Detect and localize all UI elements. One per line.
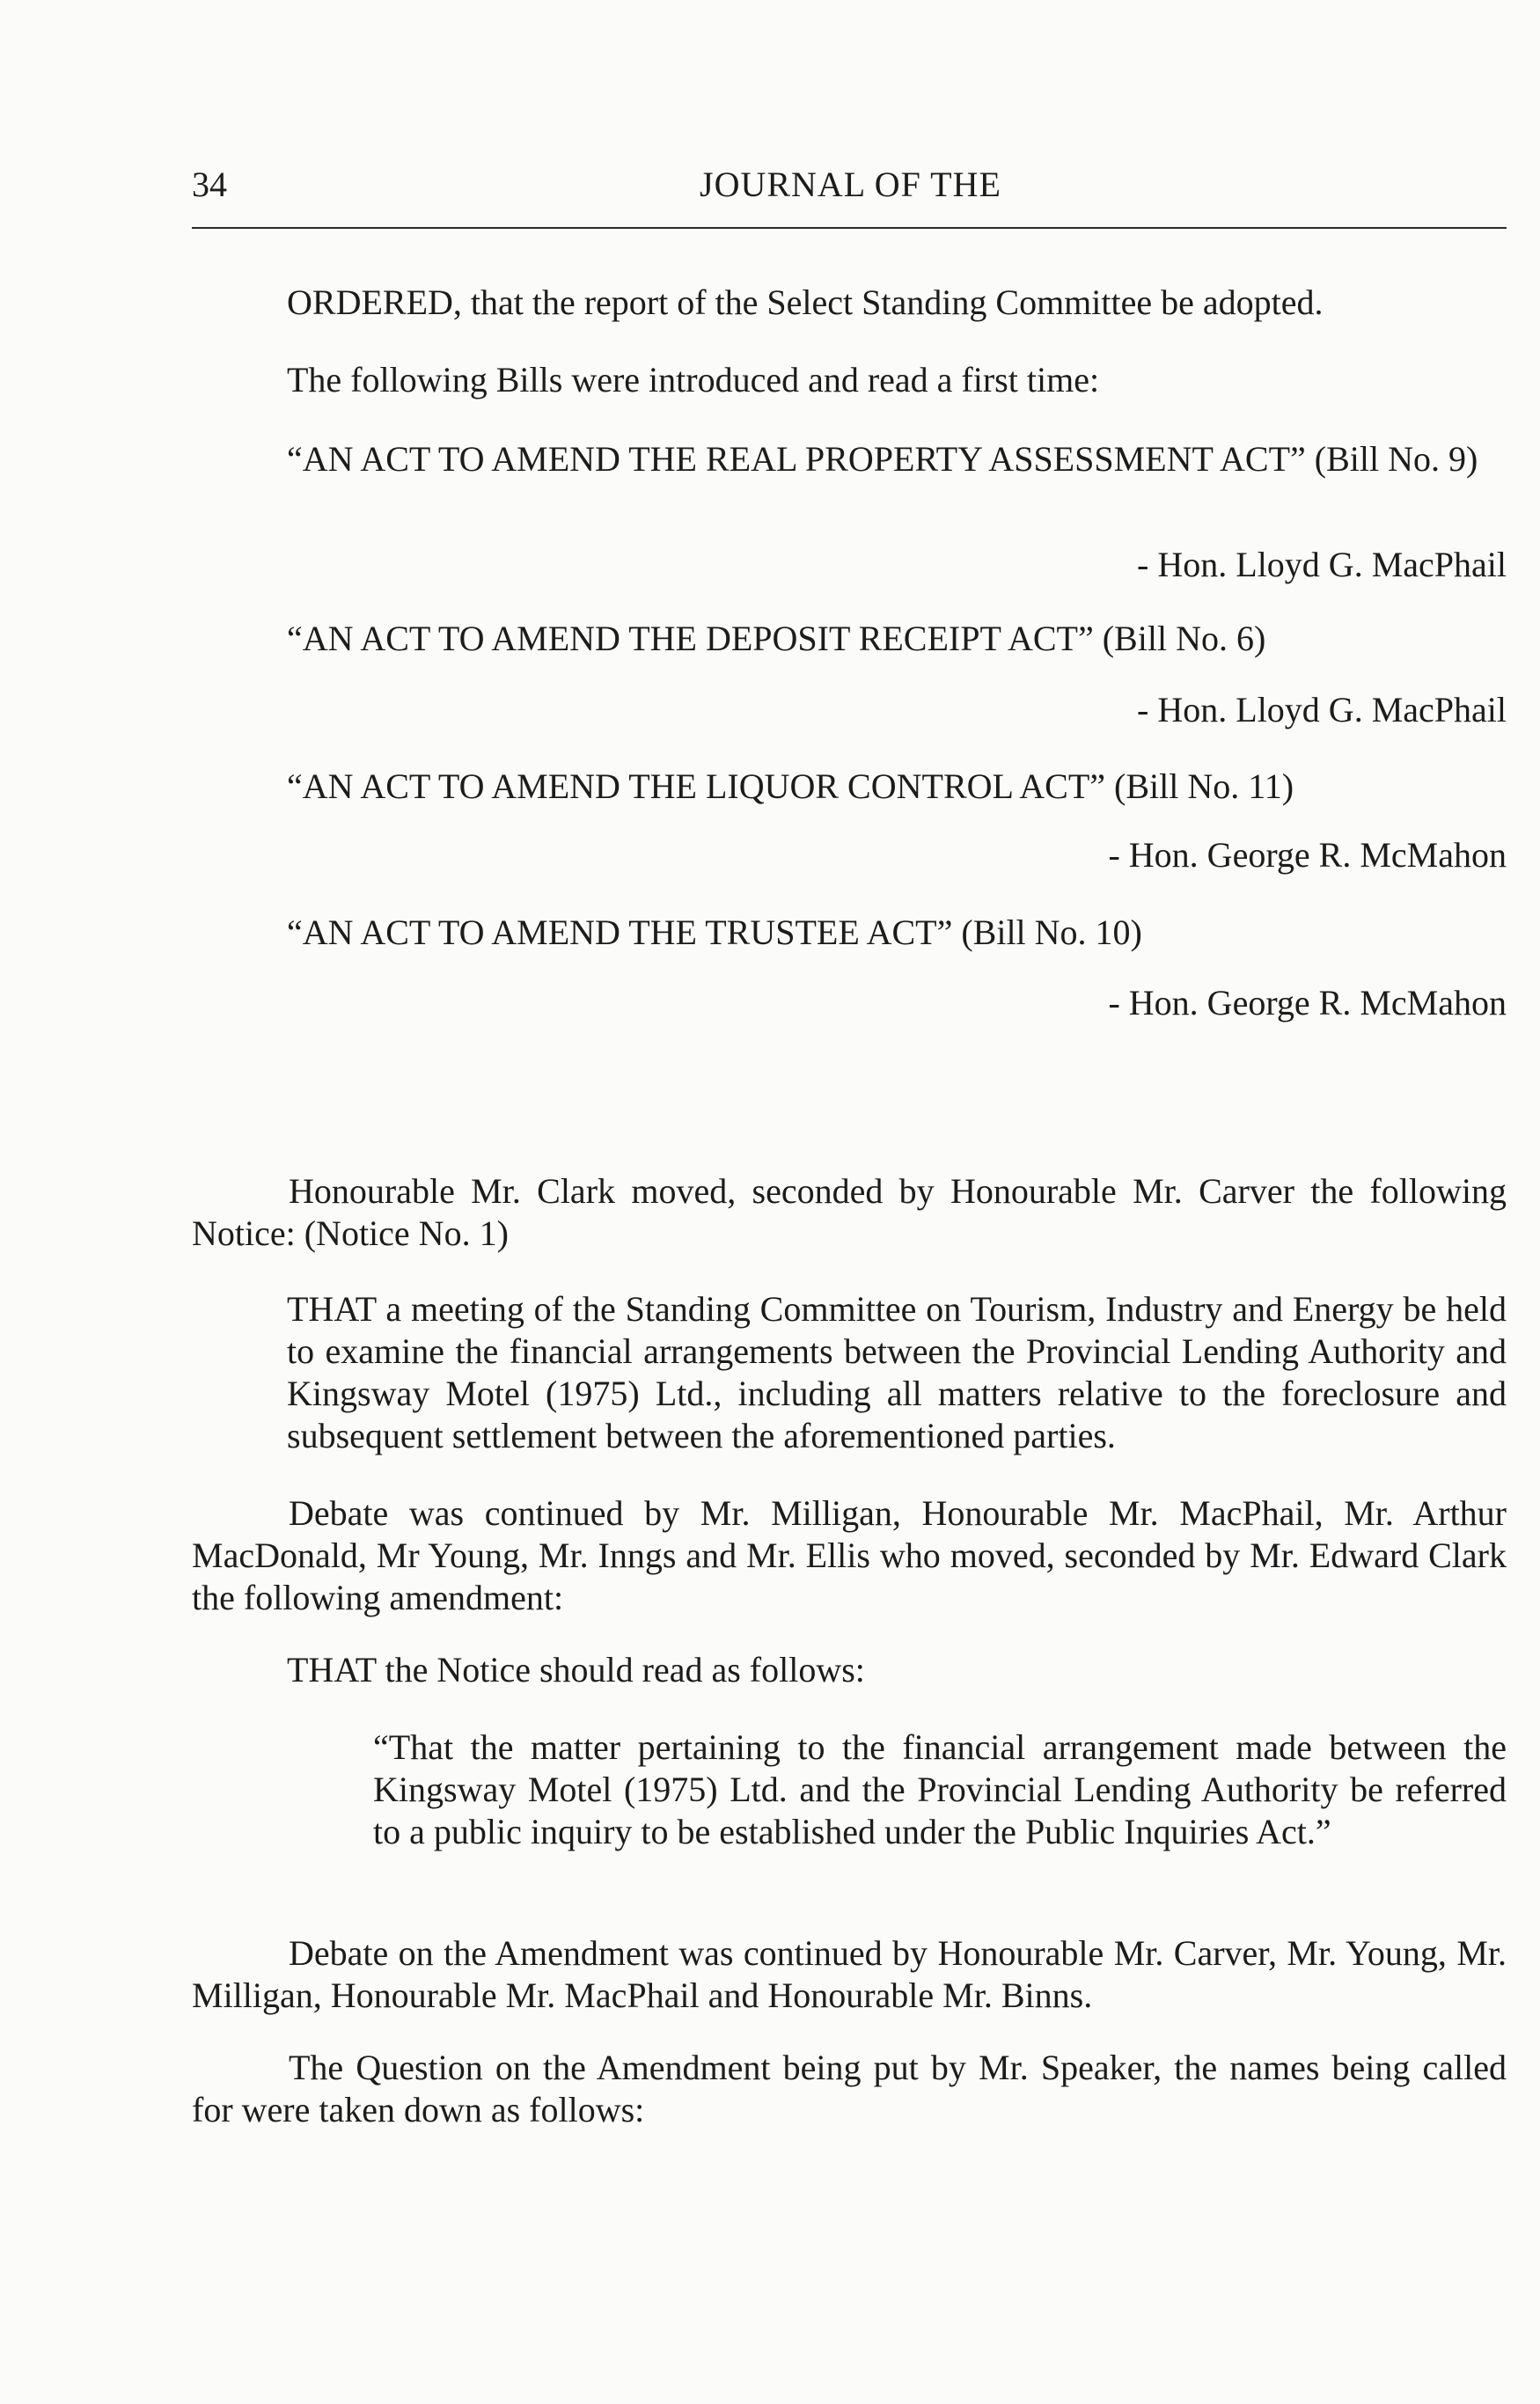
bill-sponsor: - Hon. Lloyd G. MacPhail: [1137, 690, 1507, 729]
notice-text: THAT a meeting of the Standing Committee on Tourism, Industry and Energy be held to examine the financial arrangements between the Provincial Lending Authority and Kingsway Motel (1975) Ltd., including all matters relative to the foreclosure and subsequent settlement between the aforementioned parties.: [287, 1289, 1507, 1455]
bill-sponsor: - Hon. George R. McMahon: [1108, 983, 1507, 1022]
bills-intro: The following Bills were introduced and read a first time:: [287, 360, 1100, 399]
bill-title: “AN ACT TO AMEND THE DEPOSIT RECEIPT ACT” (Bill No. 6): [287, 619, 1266, 658]
ordered-paragraph: ORDERED, that the report of the Select Standing Committee be adopted.: [287, 282, 1324, 322]
bill-title: “AN ACT TO AMEND THE LIQUOR CONTROL ACT” (Bill No. 11): [287, 766, 1294, 806]
bill-sponsor: - Hon. George R. McMahon: [1108, 835, 1507, 875]
bill-title: “AN ACT TO AMEND THE REAL PROPERTY ASSESSMENT ACT” (Bill No. 9): [287, 439, 1478, 479]
amendment-quote: “That the matter pertaining to the financial arrangement made between the Kingsway Motel (1975) Ltd. and the Provincial Lending Authority be referred to a public inquiry to be established under the Public Inquiries Act.”: [373, 1727, 1507, 1851]
notice-moved-paragraph: Honourable Mr. Clark moved, seconded by Honourable Mr. Carver the following Notice: (Notice No. 1): [192, 1171, 1507, 1253]
amendment-debate-paragraph: Debate on the Amendment was continued by Honourable Mr. Carver, Mr. Young, Mr. Milligan, Honourable Mr. MacPhail and Honourable Mr. Binns.: [192, 1933, 1507, 2015]
question-paragraph: The Question on the Amendment being put by Mr. Speaker, the names being called for were taken down as follows:: [192, 2048, 1507, 2129]
debate-paragraph: Debate was continued by Mr. Milligan, Honourable Mr. MacPhail, Mr. Arthur MacDonald, Mr Young, Mr. Inngs and Mr. Ellis who moved, seconded by Mr. Edward Clark the following amendment:: [192, 1493, 1507, 1617]
bill-title: “AN ACT TO AMEND THE TRUSTEE ACT” (Bill No. 10): [287, 912, 1142, 952]
header-rule: [192, 227, 1507, 229]
running-head: JOURNAL OF THE: [700, 165, 1001, 204]
page-number: 34: [192, 165, 227, 204]
amendment-intro: THAT the Notice should read as follows:: [287, 1650, 865, 1689]
bill-sponsor: - Hon. Lloyd G. MacPhail: [1137, 545, 1507, 584]
